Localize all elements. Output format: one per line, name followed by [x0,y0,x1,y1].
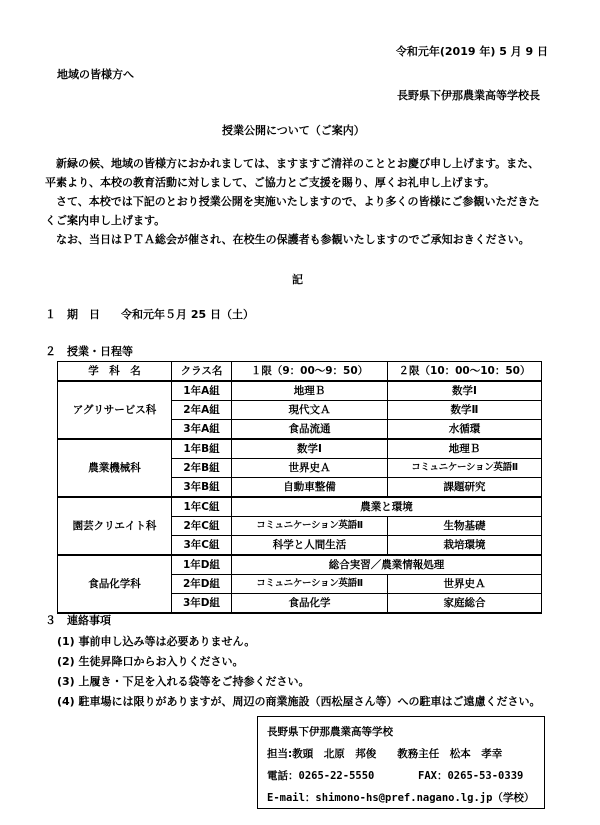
class-cell: 2年B組 [172,459,232,478]
class-cell: 1年B組 [172,439,232,459]
period2-cell: 数学Ⅰ [388,381,542,401]
body-paragraph-1b: 平素より、本校の教育活動に対しまして、ご協力とご支援を賜り、厚くお礼申し上げます。 [45,176,495,189]
sender: 長野県下伊那農業高等学校長 [397,89,540,102]
period2-cell: 課題研究 [388,478,542,498]
section1-label: １ 期 日 [45,308,100,321]
table-row [58,439,542,459]
notice-item: (3) 上履き・下足を入れる袋等をご持参ください。 [57,675,310,688]
period1-cell: 自動車整備 [232,478,388,498]
period1-cell: コミュニケーション英語Ⅱ [232,575,388,594]
period2-cell: 生物基礎 [388,517,542,536]
contact-phone-line [267,765,544,787]
table-header-row [58,362,542,382]
period1-cell: 食品流通 [232,420,388,440]
contact-school: 長野県下伊那農業高等学校 [267,726,393,738]
contact-box [257,716,545,809]
header-class: クラス名 [172,362,232,382]
dept-cell: 食品化学科 [58,555,172,613]
body-paragraph-2b: くご案内申し上げます。 [45,214,166,227]
merged-period-cell: 総合実習／農業情報処理 [232,555,542,575]
header-period-2: ２限（10：00～10：50） [388,362,542,382]
period1-cell: 世界史Ａ [232,459,388,478]
dept-cell: アグリサービス科 [58,381,172,439]
table-row [58,497,542,517]
section3-label: ３ 連絡事項 [45,614,111,627]
period1-cell: 地理Ｂ [232,381,388,401]
notice-item: (1) 事前申し込み等は必要ありません。 [57,635,256,648]
table-row [58,555,542,575]
class-cell: 3年D組 [172,594,232,614]
body-paragraph-2a: さて、本校では下記のとおり授業公開を実施いたしますので、より多くの皆様にご参観いただきた [56,195,540,208]
class-cell: 3年A組 [172,420,232,440]
class-cell: 1年A組 [172,381,232,401]
section1-date: 令和元年５月 25 日（土） [121,308,254,321]
addressee: 地域の皆様方へ [57,68,134,81]
dept-cell: 園芸クリエイト科 [58,497,172,555]
period2-cell: コミュニケーション英語Ⅱ [388,459,542,478]
table-row [58,381,542,401]
period2-cell: 数学Ⅱ [388,401,542,420]
period2-cell: 世界史Ａ [388,575,542,594]
class-cell: 2年A組 [172,401,232,420]
contact-tel: 電話：0265-22-5550 [267,770,375,782]
period2-cell: 栽培環境 [388,536,542,556]
period1-cell: 現代文Ａ [232,401,388,420]
period1-cell: 食品化学 [232,594,388,614]
period2-cell: 家庭総合 [388,594,542,614]
period2-cell: 地理Ｂ [388,439,542,459]
notice-item: (2) 生徒昇降口からお入りください。 [57,655,244,668]
ki-heading: 記 [292,273,303,286]
contact-staff: 担当:教頭 北原 邦俊 教務主任 松本 孝幸 [267,748,503,760]
contact-fax: FAX：0265-53-0339 [418,770,524,782]
schedule-table [57,361,542,614]
contact-email: E-mail：shimono-hs@pref.nagano.lg.jp（学校） [267,792,535,804]
period1-cell: 数学Ⅰ [232,439,388,459]
header-period-1: １限（9：00～9：50） [232,362,388,382]
body-paragraph-3: なお、当日はＰＴＡ総会が催され、在校生の保護者も参観いたしますのでご承知おきください。 [56,233,530,246]
class-cell: 1年D組 [172,555,232,575]
dept-cell: 農業機械科 [58,439,172,497]
class-cell: 1年C組 [172,497,232,517]
merged-period-cell: 農業と環境 [232,497,542,517]
period1-cell: コミュニケーション英語Ⅱ [232,517,388,536]
notice-item: (4) 駐車場には限りがありますが、周辺の商業施設（西松屋さん等）への駐車はご遠慮ください。 [57,695,541,708]
letter-date: 令和元年(2019 年) 5 月 9 日 [395,45,548,58]
period2-cell: 水循環 [388,420,542,440]
section2-label: ２ 授業・日程等 [45,345,133,358]
class-cell: 2年D組 [172,575,232,594]
page-title: 授業公開について（ご案内） [222,124,365,137]
period1-cell: 科学と人間生活 [232,536,388,556]
class-cell: 3年B組 [172,478,232,498]
class-cell: 3年C組 [172,536,232,556]
header-dept: 学 科 名 [58,362,172,382]
body-text [45,154,565,249]
body-paragraph-1a: 新緑の候、地域の皆様方におかれましては、ますますご清祥のこととお慶び申し上げます。また、 [56,157,540,170]
class-cell: 2年C組 [172,517,232,536]
